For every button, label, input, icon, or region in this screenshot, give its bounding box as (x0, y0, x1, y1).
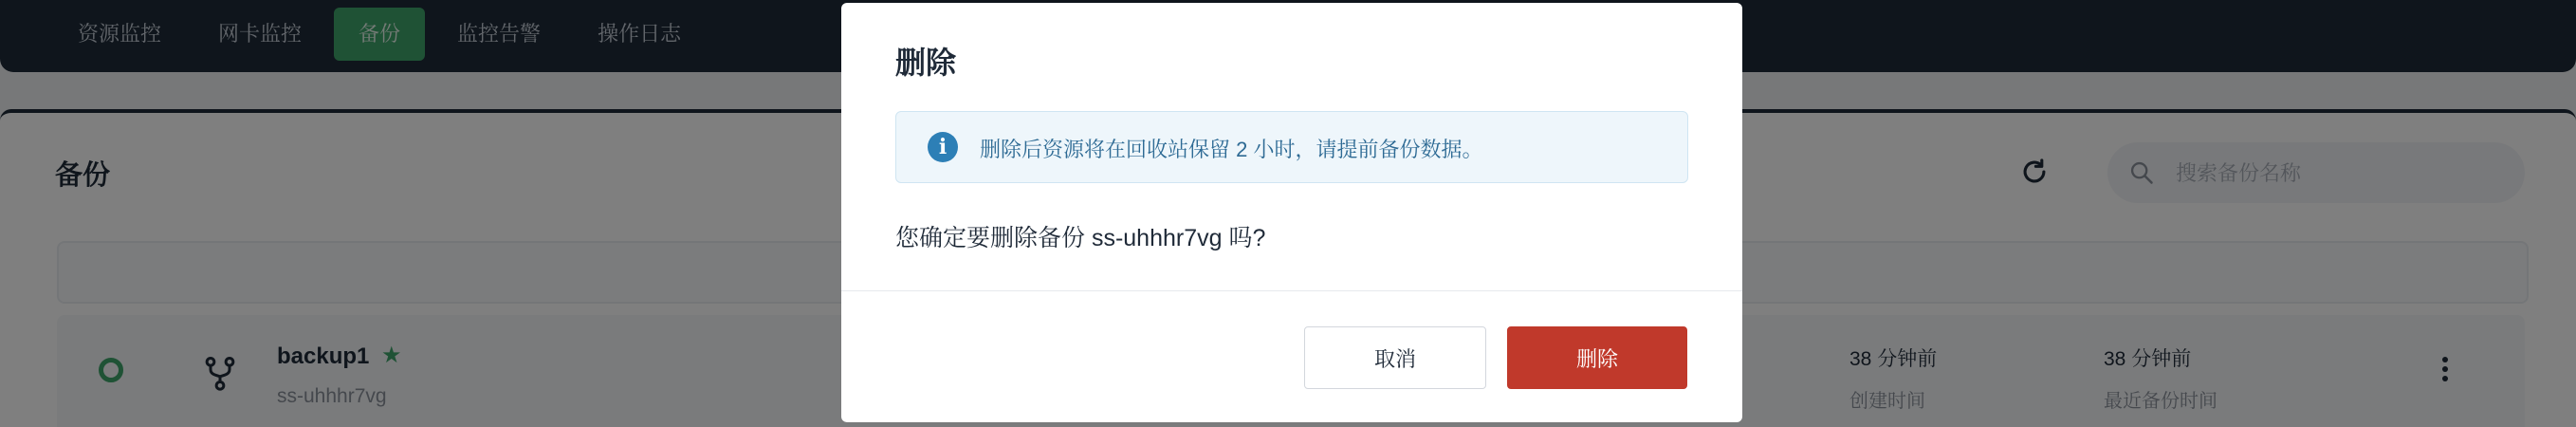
info-alert (895, 111, 1688, 183)
cancel-button[interactable]: 取消 (1304, 326, 1486, 389)
confirm-message: 您确定要删除备份 ss-uhhhr7vg 吗? (895, 225, 1266, 251)
dialog-title: 删除 (895, 46, 957, 80)
alert-message: 删除后资源将在回收站保留 2 小时，请提前备份数据。 (980, 138, 1483, 161)
delete-dialog (841, 3, 1742, 422)
delete-button[interactable]: 删除 (1507, 326, 1687, 389)
dialog-divider (841, 290, 1742, 291)
info-icon: i (928, 132, 958, 162)
